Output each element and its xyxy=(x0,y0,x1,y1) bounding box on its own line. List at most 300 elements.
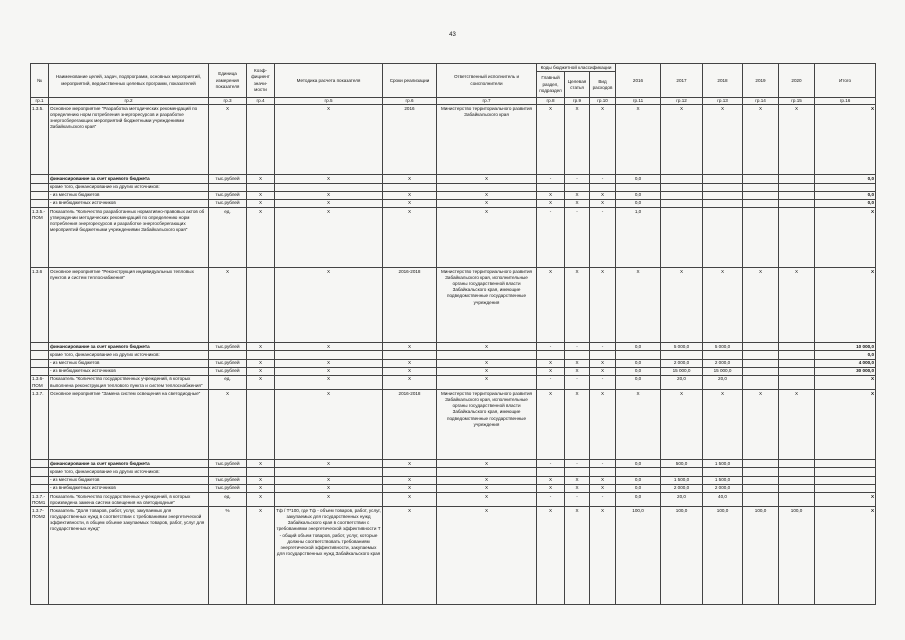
column-number: гр.1 xyxy=(31,98,49,105)
column-number: гр.11 xyxy=(616,98,661,105)
cell-y18: 2 000,0 xyxy=(703,484,743,492)
cell-y19 xyxy=(743,351,779,359)
cell-c3: X xyxy=(590,199,616,207)
cell-y16: 100,0 xyxy=(616,507,661,605)
cell-y18: 1 500,0 xyxy=(703,460,743,468)
cell-coef: X xyxy=(247,343,275,351)
cell-coef: X xyxy=(247,175,275,183)
cell-c1: X xyxy=(537,191,565,199)
cell-tot xyxy=(815,183,876,191)
cell-name: - из внебюджетных источников xyxy=(49,199,209,207)
cell-unit: тыс.рублей xyxy=(209,476,247,484)
cell-c2: - xyxy=(565,175,590,183)
cell-terms: X xyxy=(383,367,437,375)
cell-method: X xyxy=(275,375,383,389)
cell-tot xyxy=(815,476,876,484)
cell-y19 xyxy=(743,208,779,268)
cell-executor: X xyxy=(437,343,537,351)
cell-y16: 0,0 xyxy=(616,367,661,375)
cell-y20: X xyxy=(779,390,815,460)
cell-c1: - xyxy=(537,375,565,389)
cell-y17: 5 000,0 xyxy=(661,343,703,351)
cell-terms: X xyxy=(383,460,437,468)
cell-unit: тыс.рублей xyxy=(209,199,247,207)
header-terms: Сроки реализации xyxy=(383,64,437,98)
cell-y17: 100,0 xyxy=(661,507,703,605)
cell-n xyxy=(31,460,49,468)
cell-method: X xyxy=(275,191,383,199)
cell-coef xyxy=(247,105,275,175)
cell-c3: X xyxy=(590,507,616,605)
cell-method: X xyxy=(275,175,383,183)
cell-method: X xyxy=(275,476,383,484)
header-codes: Коды бюджетной классификации xyxy=(537,64,616,72)
cell-executor: Министерство территориального развития Забайкальского края, исполнительные органы государственной власти Забайкальского края, имеющие подведомственные государственные учреждения xyxy=(437,268,537,343)
header-coef: Коэф-фициент значи-мости xyxy=(247,64,275,98)
cell-unit: X xyxy=(209,390,247,460)
table-row xyxy=(31,268,876,343)
cell-y20 xyxy=(779,191,815,199)
cell-terms: 2016-2018 xyxy=(383,268,437,343)
cell-tot: X xyxy=(815,105,876,175)
cell-tot xyxy=(815,460,876,468)
table-row xyxy=(31,476,876,484)
cell-y19 xyxy=(743,375,779,389)
cell-c1: X xyxy=(537,359,565,367)
cell-method: X xyxy=(275,493,383,507)
cell-terms: X xyxy=(383,507,437,605)
column-number: гр.7 xyxy=(437,98,537,105)
cell-c2 xyxy=(565,183,590,191)
cell-name: - из внебюджетных источников xyxy=(49,367,209,375)
cell-c2: - xyxy=(565,343,590,351)
cell-n xyxy=(31,484,49,492)
cell-method: X xyxy=(275,105,383,175)
cell-c3: X xyxy=(590,367,616,375)
cell-y17 xyxy=(661,468,703,476)
cell-y16: X xyxy=(616,268,661,343)
cell-c1: - xyxy=(537,208,565,268)
cell-n: 1.3.7. xyxy=(31,390,49,460)
cell-unit: ед. xyxy=(209,375,247,389)
table-row xyxy=(31,351,876,359)
cell-y19: X xyxy=(743,390,779,460)
cell-terms: X xyxy=(383,175,437,183)
cell-name: Показатель "Доля товаров, работ, услуг, закупаемых для государственных нужд в соответствии с требованиями энергетической эффективности, в общем объеме закупаемых товаров, работ, услуг для государственных нужд" xyxy=(49,507,209,605)
cell-y18: X xyxy=(703,390,743,460)
cell-c3: - xyxy=(590,460,616,468)
cell-executor: X xyxy=(437,367,537,375)
cell-unit: тыс.рублей xyxy=(209,191,247,199)
cell-c2 xyxy=(565,468,590,476)
cell-c1: X xyxy=(537,268,565,343)
cell-c2: X xyxy=(565,191,590,199)
column-number: гр.5 xyxy=(275,98,383,105)
cell-y19 xyxy=(743,191,779,199)
cell-executor: X xyxy=(437,460,537,468)
cell-terms: X xyxy=(383,484,437,492)
cell-y16 xyxy=(616,468,661,476)
cell-unit xyxy=(209,351,247,359)
cell-name: финансирование за счет краевого бюджета xyxy=(49,343,209,351)
cell-c2: X xyxy=(565,507,590,605)
cell-coef xyxy=(247,183,275,191)
cell-y20 xyxy=(779,175,815,183)
cell-y17 xyxy=(661,208,703,268)
page-number: 43 xyxy=(449,32,456,38)
cell-y19 xyxy=(743,493,779,507)
header-code-exp: Вид расходов xyxy=(590,72,616,98)
cell-y17: 15 000,0 xyxy=(661,367,703,375)
budget-table xyxy=(30,63,876,605)
cell-c2: - xyxy=(565,375,590,389)
cell-c3: X xyxy=(590,390,616,460)
cell-c2: X xyxy=(565,476,590,484)
cell-terms: X xyxy=(383,199,437,207)
cell-n xyxy=(31,343,49,351)
cell-executor: X xyxy=(437,175,537,183)
cell-terms: 2016 xyxy=(383,105,437,175)
cell-y16: 0,0 xyxy=(616,175,661,183)
cell-y17: X xyxy=(661,268,703,343)
cell-name: Показатель "Количество разработанных нормативно-правовых актов об утверждении методических рекомендаций по определению норм потребления энергоресурсов и разработке энергосберегающих мероприятий бюджетными учреждениями Забайкальского края" xyxy=(49,208,209,268)
cell-y20: X xyxy=(779,268,815,343)
cell-y20 xyxy=(779,460,815,468)
header-2016: 2016 xyxy=(616,64,661,98)
cell-y17: 2 000,0 xyxy=(661,359,703,367)
cell-c2: X xyxy=(565,105,590,175)
column-number: гр.13 xyxy=(703,98,743,105)
cell-c2: X xyxy=(565,390,590,460)
cell-y16: 0,0 xyxy=(616,375,661,389)
cell-n xyxy=(31,183,49,191)
cell-method: X xyxy=(275,460,383,468)
cell-tot: X xyxy=(815,375,876,389)
cell-y16: 0,0 xyxy=(616,343,661,351)
cell-c3: - xyxy=(590,175,616,183)
table-row xyxy=(31,493,876,507)
column-number: гр.6 xyxy=(383,98,437,105)
cell-n xyxy=(31,359,49,367)
cell-method: X xyxy=(275,199,383,207)
cell-y17 xyxy=(661,175,703,183)
header-total: Итого xyxy=(815,64,876,98)
cell-y16: 0,0 xyxy=(616,359,661,367)
cell-unit: тыс.рублей xyxy=(209,367,247,375)
cell-unit xyxy=(209,183,247,191)
cell-c2: X xyxy=(565,367,590,375)
cell-y17: X xyxy=(661,390,703,460)
cell-executor: X xyxy=(437,359,537,367)
cell-y17 xyxy=(661,199,703,207)
cell-executor: X xyxy=(437,493,537,507)
cell-terms xyxy=(383,468,437,476)
table-row xyxy=(31,390,876,460)
header-code-item: Целевая статья xyxy=(565,72,590,98)
cell-executor xyxy=(437,183,537,191)
cell-y18: 5 000,0 xyxy=(703,343,743,351)
table-row xyxy=(31,484,876,492)
cell-c1: - xyxy=(537,175,565,183)
cell-y18: 2 000,0 xyxy=(703,359,743,367)
cell-n xyxy=(31,351,49,359)
cell-y17: 500,0 xyxy=(661,460,703,468)
cell-c3 xyxy=(590,183,616,191)
cell-n xyxy=(31,199,49,207)
cell-coef xyxy=(247,390,275,460)
cell-n: 1.3.6 xyxy=(31,268,49,343)
cell-y16: X xyxy=(616,390,661,460)
cell-y18: 20,0 xyxy=(703,375,743,389)
cell-y16: X xyxy=(616,105,661,175)
cell-c2: - xyxy=(565,208,590,268)
cell-name: кроме того, финансирование из других источников: xyxy=(49,468,209,476)
cell-y19 xyxy=(743,476,779,484)
cell-coef: X xyxy=(247,476,275,484)
cell-unit: тыс.рублей xyxy=(209,175,247,183)
cell-c3: X xyxy=(590,484,616,492)
cell-coef xyxy=(247,268,275,343)
cell-terms: X xyxy=(383,476,437,484)
cell-terms: X xyxy=(383,208,437,268)
cell-terms: X xyxy=(383,375,437,389)
cell-n xyxy=(31,191,49,199)
cell-coef xyxy=(247,468,275,476)
cell-tot: X xyxy=(815,268,876,343)
cell-y20 xyxy=(779,468,815,476)
cell-c3: X xyxy=(590,476,616,484)
cell-y18: 40,0 xyxy=(703,493,743,507)
cell-coef: X xyxy=(247,367,275,375)
cell-y20 xyxy=(779,199,815,207)
cell-y19: X xyxy=(743,268,779,343)
cell-y16: 1,0 xyxy=(616,208,661,268)
cell-n: 1.3.6-ПОМ xyxy=(31,375,49,389)
cell-n xyxy=(31,468,49,476)
table-row xyxy=(31,208,876,268)
cell-terms: X xyxy=(383,493,437,507)
cell-tot xyxy=(815,484,876,492)
cell-n xyxy=(31,175,49,183)
cell-y18: 1 500,0 xyxy=(703,476,743,484)
cell-method: Тф / Т*100, где Тф - объем товаров, работ, услуг, закупаемых для государственных нужд Забайкальского края в соответствии с требованиями энергетической эффективности Т - общий объем товаров, работ, услуг, которые должны соответствовать требованиям энергетической эффективности, закупаемых для государственных нужд Забайкальского края xyxy=(275,507,383,605)
cell-y16: 0,0 xyxy=(616,493,661,507)
cell-name: Показатель "Количество государственных учреждений, в которых произведена замена систем освещения на светодиодные" xyxy=(49,493,209,507)
cell-c3: X xyxy=(590,191,616,199)
cell-coef: X xyxy=(247,359,275,367)
cell-c1: X xyxy=(537,484,565,492)
table-row xyxy=(31,199,876,207)
column-number: гр.9 xyxy=(565,98,590,105)
header-method: Методика расчета показателя xyxy=(275,64,383,98)
cell-unit: тыс.рублей xyxy=(209,359,247,367)
table-row xyxy=(31,460,876,468)
cell-y17: 20,0 xyxy=(661,493,703,507)
cell-c1: X xyxy=(537,476,565,484)
cell-terms: X xyxy=(383,343,437,351)
cell-c1: X xyxy=(537,507,565,605)
header-executor: Ответственный исполнитель и соисполнители xyxy=(437,64,537,98)
cell-c1: X xyxy=(537,199,565,207)
cell-y19 xyxy=(743,199,779,207)
cell-y20 xyxy=(779,476,815,484)
cell-c3: - xyxy=(590,493,616,507)
cell-name: - из местных бюджетов xyxy=(49,476,209,484)
cell-y18 xyxy=(703,468,743,476)
cell-y19 xyxy=(743,367,779,375)
cell-unit: % xyxy=(209,507,247,605)
header-2020: 2020 xyxy=(779,64,815,98)
cell-method: X xyxy=(275,367,383,375)
cell-name: кроме того, финансирование из других источников: xyxy=(49,183,209,191)
cell-executor: Министерство территориального развития Забайкальского края, исполнительные органы государственной власти Забайкальского края, имеющие подведомственные государственные учреждения xyxy=(437,390,537,460)
cell-tot: X xyxy=(815,390,876,460)
cell-y17 xyxy=(661,183,703,191)
cell-coef: X xyxy=(247,208,275,268)
cell-name: Основное мероприятие "Разработка методических рекомендаций по определению норм потребления энергоресурсов и разработке энергосберегающих мероприятий бюджетными учреждениями Забайкальского края" xyxy=(49,105,209,175)
cell-c1 xyxy=(537,351,565,359)
table-row xyxy=(31,359,876,367)
cell-method xyxy=(275,351,383,359)
cell-y16: 0,0 xyxy=(616,460,661,468)
cell-c1 xyxy=(537,468,565,476)
cell-executor: X xyxy=(437,476,537,484)
cell-method: X xyxy=(275,484,383,492)
cell-y17 xyxy=(661,351,703,359)
cell-n xyxy=(31,367,49,375)
header-name: Наименование целей, задач, подпрограмм, основных мероприятий, мероприятий, ведомственных целевых программ, показателей xyxy=(49,64,209,98)
cell-y20 xyxy=(779,375,815,389)
cell-y17 xyxy=(661,191,703,199)
cell-c3: - xyxy=(590,343,616,351)
table-row xyxy=(31,375,876,389)
cell-y20 xyxy=(779,343,815,351)
cell-name: финансирование за счет краевого бюджета xyxy=(49,460,209,468)
cell-y19 xyxy=(743,343,779,351)
cell-executor: X xyxy=(437,199,537,207)
cell-coef: X xyxy=(247,493,275,507)
table-row xyxy=(31,343,876,351)
cell-method: X xyxy=(275,359,383,367)
cell-tot: X xyxy=(815,208,876,268)
cell-c3: - xyxy=(590,375,616,389)
cell-y16 xyxy=(616,183,661,191)
cell-coef: X xyxy=(247,199,275,207)
cell-method xyxy=(275,183,383,191)
cell-method: X xyxy=(275,343,383,351)
cell-executor: X xyxy=(437,191,537,199)
cell-n xyxy=(31,476,49,484)
cell-y20 xyxy=(779,351,815,359)
cell-c1: - xyxy=(537,493,565,507)
cell-executor xyxy=(437,468,537,476)
column-number: гр.16 xyxy=(815,98,876,105)
cell-y18: 100,0 xyxy=(703,507,743,605)
cell-y17: X xyxy=(661,105,703,175)
table-row xyxy=(31,175,876,183)
cell-c1 xyxy=(537,183,565,191)
cell-name: Показатель "Количество государственных учреждений, в которых выполнена реконструкция теплового пункта и систем теплоснабжения" xyxy=(49,375,209,389)
cell-tot: 0,0 xyxy=(815,351,876,359)
cell-terms xyxy=(383,351,437,359)
table-row xyxy=(31,468,876,476)
column-number: гр.2 xyxy=(49,98,209,105)
cell-executor: X xyxy=(437,208,537,268)
cell-y18: 15 000,0 xyxy=(703,367,743,375)
table-body xyxy=(31,105,876,605)
cell-y20: X xyxy=(779,105,815,175)
cell-y18 xyxy=(703,208,743,268)
cell-unit: ед. xyxy=(209,493,247,507)
cell-y20 xyxy=(779,359,815,367)
cell-name: Основное мероприятие "Реконструкция индивидуальных тепловых пунктов и систем теплоснабжения" xyxy=(49,268,209,343)
header-2017: 2017 xyxy=(661,64,703,98)
header-number: № xyxy=(31,64,49,98)
cell-y19 xyxy=(743,468,779,476)
cell-y19 xyxy=(743,359,779,367)
cell-method: X xyxy=(275,208,383,268)
cell-coef: X xyxy=(247,507,275,605)
cell-c2: - xyxy=(565,493,590,507)
table-row xyxy=(31,105,876,175)
cell-tot: 0,0 xyxy=(815,199,876,207)
cell-y18 xyxy=(703,199,743,207)
cell-y20 xyxy=(779,493,815,507)
cell-c1: - xyxy=(537,460,565,468)
cell-c2: X xyxy=(565,359,590,367)
table-row xyxy=(31,191,876,199)
table-row xyxy=(31,367,876,375)
column-number: гр.4 xyxy=(247,98,275,105)
cell-method xyxy=(275,468,383,476)
cell-executor: Министерство территориального развития Забайкальского края xyxy=(437,105,537,175)
cell-c3: - xyxy=(590,208,616,268)
cell-unit: тыс.рублей xyxy=(209,484,247,492)
cell-y19 xyxy=(743,183,779,191)
cell-y19: X xyxy=(743,105,779,175)
cell-tot: X xyxy=(815,507,876,605)
cell-y18: X xyxy=(703,105,743,175)
cell-n: 1.3.5. xyxy=(31,105,49,175)
cell-y20 xyxy=(779,367,815,375)
table-row xyxy=(31,507,876,605)
cell-y18 xyxy=(703,183,743,191)
cell-c2 xyxy=(565,351,590,359)
cell-unit xyxy=(209,468,247,476)
cell-executor: X xyxy=(437,507,537,605)
cell-tot xyxy=(815,468,876,476)
cell-unit: X xyxy=(209,105,247,175)
cell-c1: X xyxy=(537,367,565,375)
cell-y18: X xyxy=(703,268,743,343)
cell-method: X xyxy=(275,268,383,343)
cell-executor xyxy=(437,351,537,359)
cell-coef xyxy=(247,351,275,359)
cell-name: Основное мероприятие "Замена систем освещения на светодиодные" xyxy=(49,390,209,460)
cell-n: 1.3.7-ПОМ2 xyxy=(31,507,49,605)
column-number: гр.14 xyxy=(743,98,779,105)
cell-y19 xyxy=(743,460,779,468)
column-number: гр.3 xyxy=(209,98,247,105)
cell-y19 xyxy=(743,175,779,183)
cell-unit: X xyxy=(209,268,247,343)
cell-y20 xyxy=(779,208,815,268)
cell-c2: - xyxy=(565,460,590,468)
cell-name: - из местных бюджетов xyxy=(49,191,209,199)
cell-tot: 30 000,0 xyxy=(815,367,876,375)
cell-name: - из внебюджетных источников xyxy=(49,484,209,492)
cell-y17: 2 000,0 xyxy=(661,484,703,492)
